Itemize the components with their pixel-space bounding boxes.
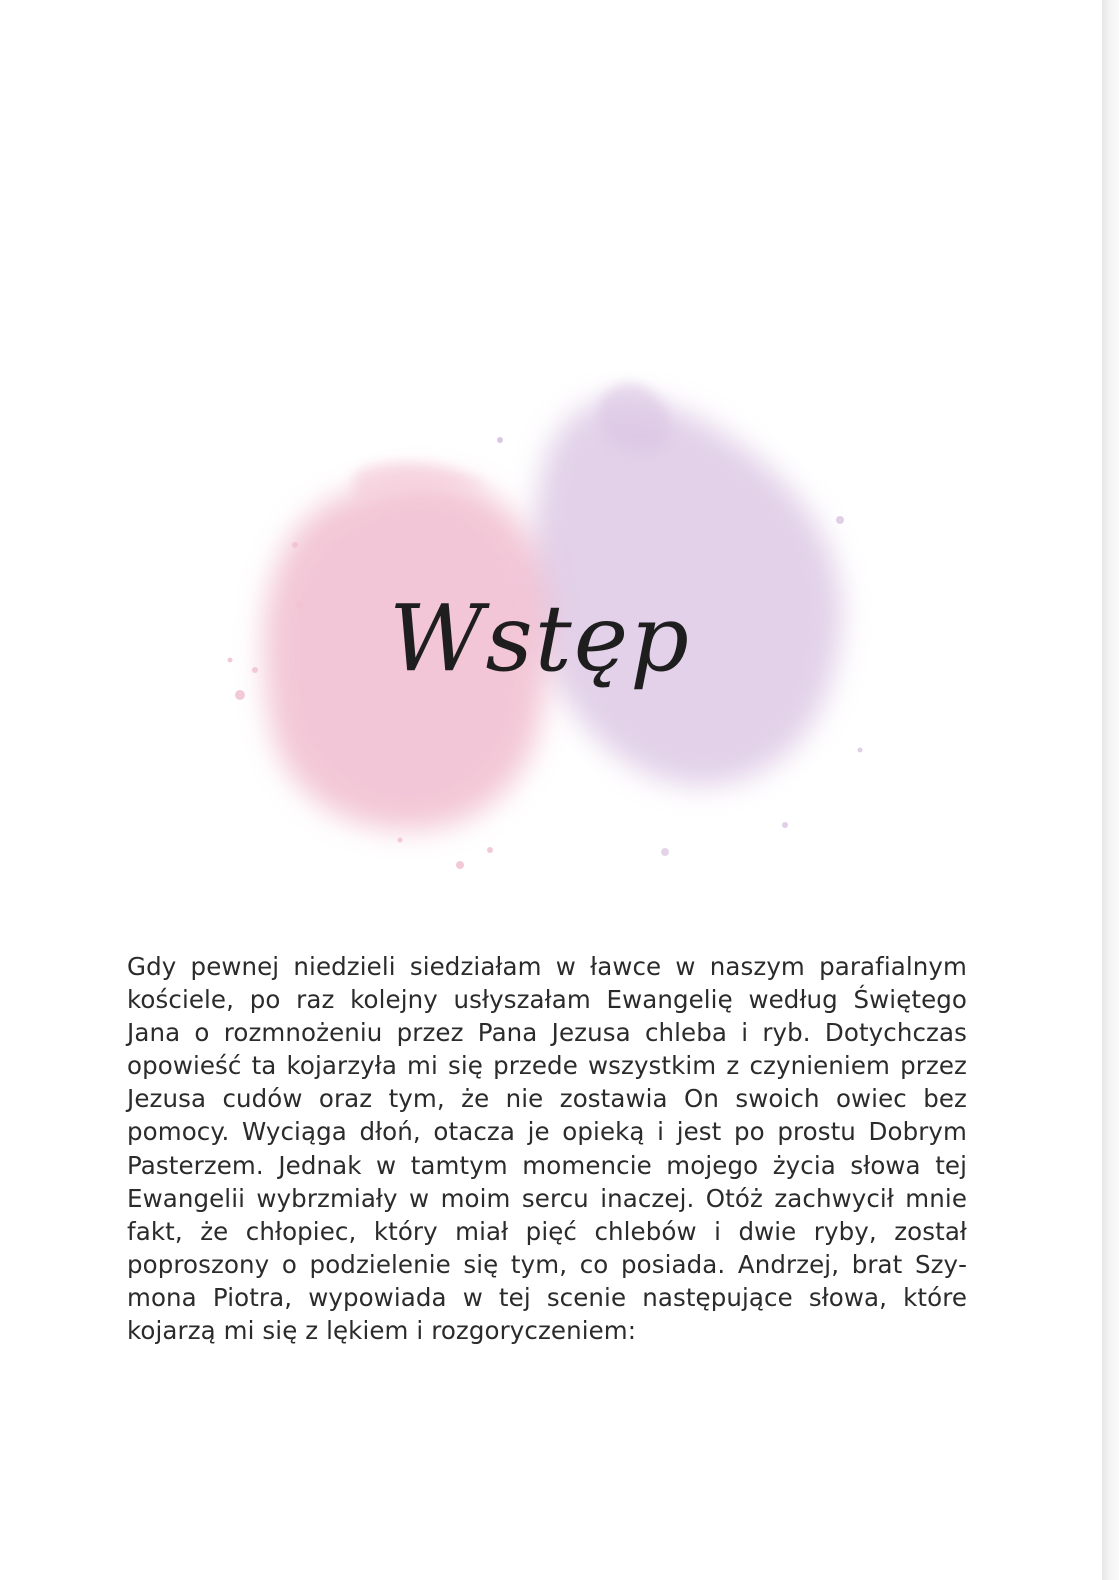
chapter-title-block [200,370,900,890]
intro-paragraph: Gdy pewnej niedzieli siedziałam w ławce w naszym parafialnym kościele, po raz kolejny usłyszałam Ewangelię według Świętego Jana o rozmnożeniu przez Pana Jezusa chleba i ryb. Dotychczas opowieść ta kojarzyła mi się przede wszystkim z czynieniem przez Jezusa cudów oraz tym, że nie zostawia On swoich owiec bez pomocy. Wyciąga dłoń, otacza je opieką i jest po prostu Dobrym Pasterzem. Jednak w tamtym momencie mojego życia słowa tej Ewangelii wybrzmiały w moim sercu inaczej. Otóż zachwycił mnie fakt, że chłopiec, który miał pięć chlebów i dwie ryby, został poproszony o podzielenie się tym, co posiada. Andrzej, brat Szymona Piotra, wypowiada w tej scenie następujące słowa, które kojarzą mi się z lękiem i rozgoryczeniem: [127,952,967,1346]
page-edge-shadow [1102,0,1119,1580]
chapter-title: Wstęp [388,585,692,692]
watercolor-title-art [200,370,900,890]
